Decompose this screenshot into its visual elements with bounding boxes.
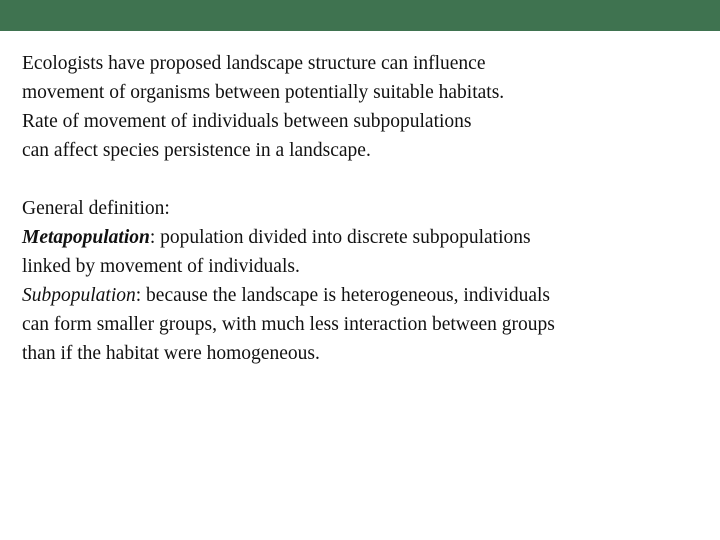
metapopulation-term: Metapopulation	[22, 227, 150, 248]
slide-body	[22, 49, 712, 368]
definition-heading: General definition:	[22, 198, 170, 219]
metapopulation-definition-line-1	[22, 223, 712, 252]
subpopulation-definition-line-3: than if the habitat were homogeneous.	[22, 343, 320, 364]
paragraph-gap	[22, 165, 712, 194]
subpopulation-definition-line-2: can form smaller groups, with much less interaction between groups	[22, 314, 555, 335]
metapopulation-definition-text: : population divided into discrete subpopulations	[149, 227, 531, 248]
subpopulation-definition-text: : because the landscape is heterogeneous, individuals	[135, 285, 551, 306]
intro-line-3: Rate of movement of individuals between subpopulations	[22, 111, 472, 132]
intro-line-4: can affect species persistence in a landscape.	[22, 140, 371, 161]
metapopulation-definition-line-2: linked by movement of individuals.	[22, 256, 300, 277]
subpopulation-definition-line-1	[22, 281, 712, 310]
header-bar	[0, 0, 720, 31]
intro-line-2: movement of organisms between potentially suitable habitats.	[22, 82, 505, 103]
intro-line-1: Ecologists have proposed landscape structure can influence	[22, 53, 486, 74]
subpopulation-term: Subpopulation	[22, 285, 136, 306]
